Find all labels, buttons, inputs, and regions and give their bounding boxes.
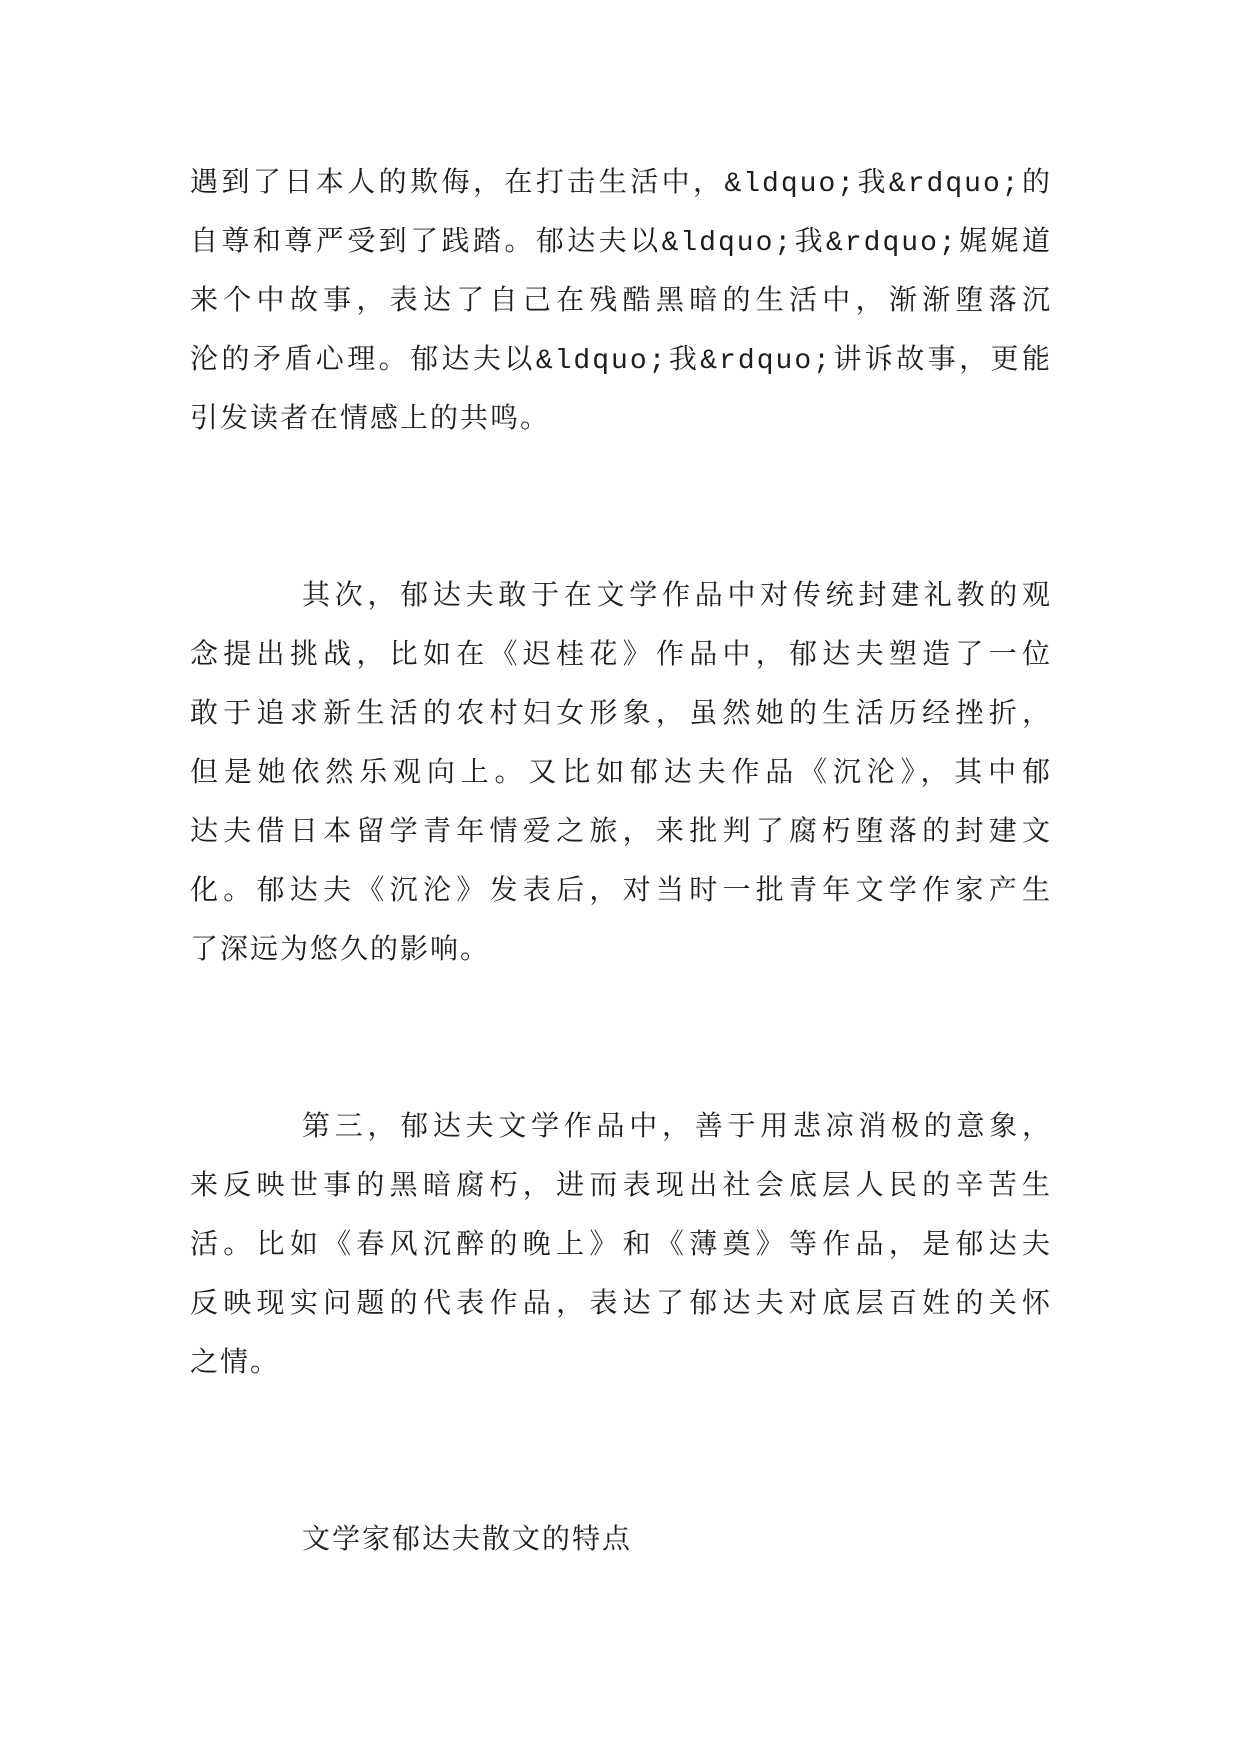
text-line: 之情。 — [190, 1349, 281, 1380]
text-line: 念提出挑战，比如在《迟桂花》作品中，郁达夫塑造了一位 — [190, 641, 1052, 672]
document-body — [190, 155, 1052, 1571]
text-line: 化。郁达夫《沉沦》发表后，对当时一批青年文学作家产生 — [190, 877, 1052, 908]
text-line: 达夫借日本留学青年情爱之旅，来批判了腐朽堕落的封建文 — [190, 818, 1052, 849]
text-line: 第三，郁达夫文学作品中，善于用悲凉消极的意象， — [302, 1113, 1052, 1144]
text-line: 敢于追求新生活的农村妇女形象，虽然她的生活历经挫折， — [190, 700, 1052, 731]
text-line: 来个中故事，表达了自己在残酷黑暗的生活中，渐渐堕落沉 — [190, 287, 1052, 318]
paragraph — [190, 1099, 1052, 1394]
text-line: 来反映世事的黑暗腐朽，进而表现出社会底层人民的辛苦生 — [190, 1172, 1052, 1203]
section-heading-block — [190, 1512, 1052, 1571]
section-heading: 文学家郁达夫散文的特点 — [302, 1526, 633, 1557]
text-line: 沦的矛盾心理。郁达夫以&ldquo;我&rdquo;讲诉故事，更能 — [190, 346, 1052, 377]
text-line: 其次，郁达夫敢于在文学作品中对传统封建礼教的观 — [302, 582, 1052, 613]
text-line: 遇到了日本人的欺侮，在打击生活中，&ldquo;我&rdquo;的 — [190, 169, 1052, 200]
text-line: 自尊和尊严受到了践踏。郁达夫以&ldquo;我&rdquo;娓娓道 — [190, 228, 1052, 259]
text-line: 引发读者在情感上的共鸣。 — [190, 405, 551, 436]
text-line: 了深远为悠久的影响。 — [190, 936, 491, 967]
paragraph — [190, 155, 1052, 450]
text-line: 但是她依然乐观向上。又比如郁达夫作品《沉沦》，其中郁 — [190, 759, 1052, 790]
paragraph — [190, 568, 1052, 981]
text-line: 活。比如《春风沉醉的晚上》和《薄奠》等作品，是郁达夫 — [190, 1231, 1052, 1262]
text-line: 反映现实问题的代表作品，表达了郁达夫对底层百姓的关怀 — [190, 1290, 1052, 1321]
